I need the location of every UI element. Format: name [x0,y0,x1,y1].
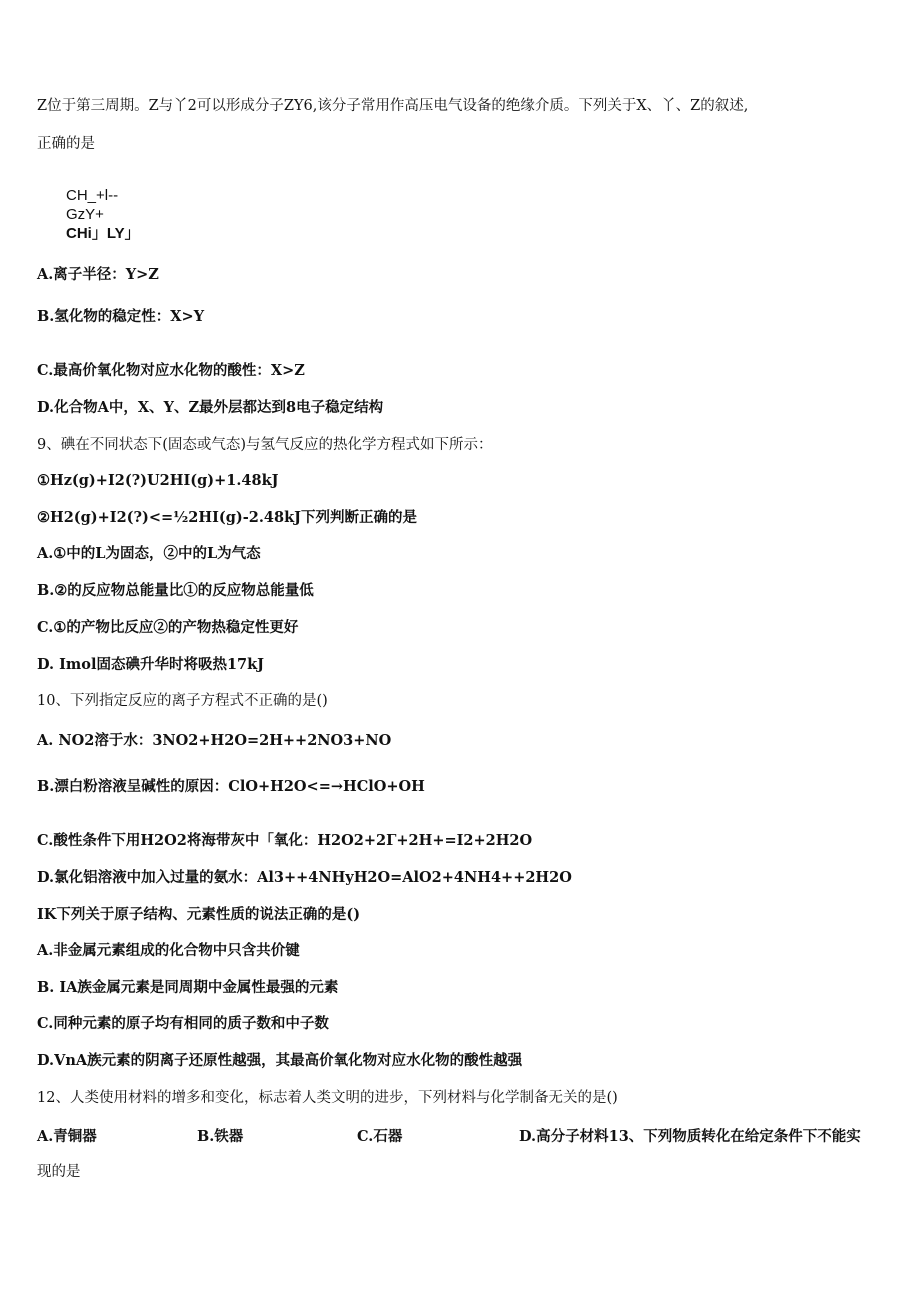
q8-option-b: B.氢化物的稳定性：X>Y [37,308,205,325]
q12-option-a: A.青铜器 [37,1128,97,1145]
q11-option-a: A.非金属元素组成的化合物中只含共价键 [37,942,300,959]
q9-equation-1: ①Hz(g)+I2(?)U2HI(g)+1.48kJ [37,472,279,489]
q9-option-d: D. Imol固态碘升华时将吸热17kJ [37,656,265,673]
q8-stem-line-2: 正确的是 [37,136,95,152]
q13-stem-line-2: 现的是 [37,1164,81,1180]
q9-stem: 9、碘在不同状态下(固态或气态)与氢气反应的热化学方程式如下所示： [37,437,493,453]
q8-option-d: D.化合物A中，X、Y、Z最外层都达到8电子稳定结构 [37,399,384,416]
structure-line-1: CH_+l-- [66,187,119,204]
structure-line-2: GzY+ [66,206,104,223]
q10-option-b: B.漂白粉溶液呈碱性的原因：ClO+H2O<=→HClO+OH [37,778,425,795]
q12-option-b: B.铁器 [197,1128,244,1145]
q11-option-c: C.同种元素的原子均有相同的质子数和中子数 [37,1015,329,1032]
q8-stem-line-1: Z位于第三周期。Z与丫2可以形成分子ZY6,该分子常用作高压电气设备的绝缘介质。下列关于X、丫、Z的叙述, [37,98,749,114]
q11-option-b: B. IA族金属元素是同周期中金属性最强的元素 [37,979,339,996]
q8-option-a: A.离子半径：Y>Z [37,266,159,283]
q12-stem: 12、人类使用材料的增多和变化，标志着人类文明的进步，下列材料与化学制备无关的是() [37,1090,618,1106]
q11-option-d: D.VnA族元素的阴离子还原性越强，其最高价氧化物对应水化物的酸性越强 [37,1052,523,1069]
q10-option-a: A. NO2溶于水：3NO2+H2O=2H++2NO3+NO [37,732,392,749]
compound-a-structure [66,186,140,243]
q9-equation-2: ②H2(g)+I2(?)<=½2HI(g)-2.48kJ下列判断正确的是 [37,509,417,526]
q9-option-b: B.②的反应物总能量比①的反应物总能量低 [37,582,314,599]
q11-stem: IK下列关于原子结构、元素性质的说法正确的是() [37,906,361,923]
q10-option-c: C.酸性条件下用H2O2将海带灰中「氧化：H2O2+2Γ+2H+=I2+2H2O [37,832,533,849]
q9-option-c: C.①的产物比反应②的产物热稳定性更好 [37,619,299,636]
q12-option-d-and-q13-stem: D.高分子材料13、下列物质转化在给定条件下不能实 [519,1128,861,1145]
q10-option-d: D.氯化铝溶液中加入过量的氨水：Al3++4NHyH2O=AlO2+4NH4++2H2O [37,869,572,886]
q12-options-row [37,1125,897,1145]
q12-option-c: C.石器 [357,1128,403,1145]
q9-option-a: A.①中的L为固态，②中的L为气态 [37,545,261,562]
q10-stem: 10、下列指定反应的离子方程式不正确的是() [37,693,328,709]
q8-option-c: C.最高价氧化物对应水化物的酸性：X>Z [37,362,305,379]
structure-line-3: CHi」LY」 [66,225,140,242]
